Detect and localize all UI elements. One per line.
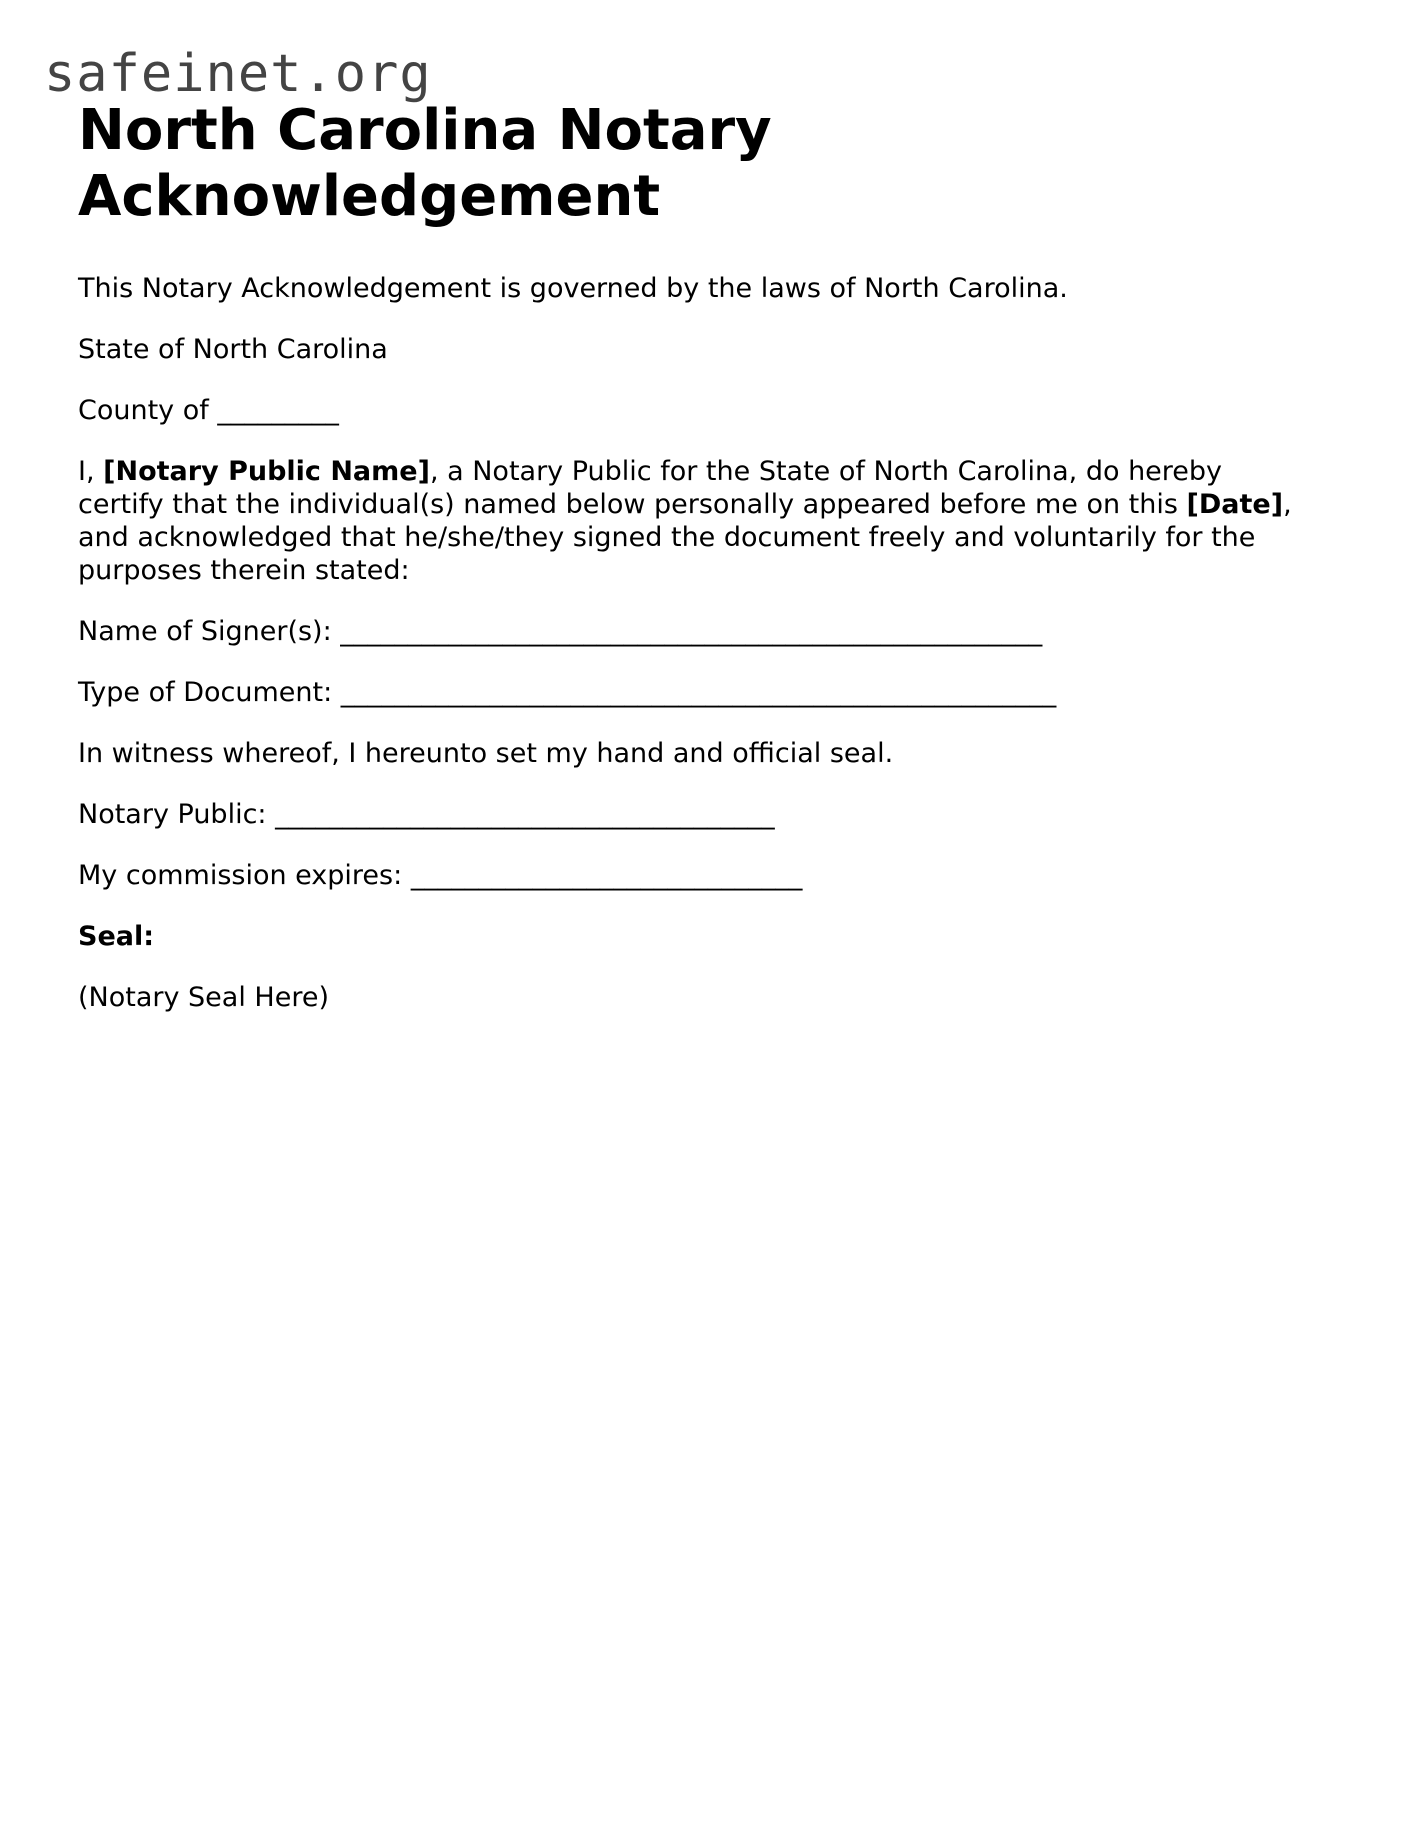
seal-placeholder: (Notary Seal Here): [78, 982, 329, 1013]
commission-blank: _____________________________: [410, 860, 803, 891]
certification-prefix: I,: [78, 456, 104, 487]
notary-name-placeholder: [Notary Public Name]: [103, 456, 430, 487]
certification-line-2-text: certify that the individual(s) named below personally appeared before me on this: [78, 489, 1187, 520]
county-label: County of: [78, 395, 209, 426]
title-line-2: Acknowledgement: [78, 164, 661, 229]
certification-line-3: and acknowledged that he/she/they signed the document freely and voluntarily for the: [78, 522, 1256, 553]
commission-expires-line: [78, 859, 1348, 892]
certification-line-2-comma: ,: [1283, 489, 1292, 520]
certification-line-2: [78, 488, 1348, 521]
witness-statement: In witness whereof, I hereunto set my hand and official seal.: [78, 738, 894, 769]
document-type-blank: _____________________________________________________: [340, 677, 1057, 708]
county-blank: _________: [217, 395, 339, 426]
watermark: safeinet.org: [44, 44, 432, 104]
notary-public-label: Notary Public:: [78, 799, 267, 830]
county-line: [78, 394, 1348, 427]
signers-label: Name of Signer(s):: [78, 616, 332, 647]
certification-paragraph: [78, 455, 1348, 587]
title-line-1: North Carolina Notary: [78, 98, 772, 163]
state-line: State of North Carolina: [78, 334, 388, 365]
date-placeholder: [Date]: [1186, 489, 1284, 520]
page-title: [78, 98, 1348, 230]
signers-blank: ____________________________________________________: [340, 616, 1043, 647]
seal-label: Seal:: [78, 921, 155, 952]
document-type-line: [78, 676, 1348, 709]
document-type-label: Type of Document:: [78, 677, 333, 708]
signers-line: [78, 615, 1348, 648]
document: [78, 98, 1348, 1014]
notary-public-blank: _____________________________________: [275, 799, 775, 830]
governing-law-text: This Notary Acknowledgement is governed by the laws of North Carolina.: [78, 273, 1068, 304]
certification-line-1-rest: , a Notary Public for the State of North Carolina, do hereby: [429, 456, 1223, 487]
certification-line-1: [78, 455, 1348, 488]
commission-label: My commission expires:: [78, 860, 403, 891]
notary-public-line: [78, 798, 1348, 831]
certification-line-4: purposes therein stated:: [78, 555, 410, 586]
